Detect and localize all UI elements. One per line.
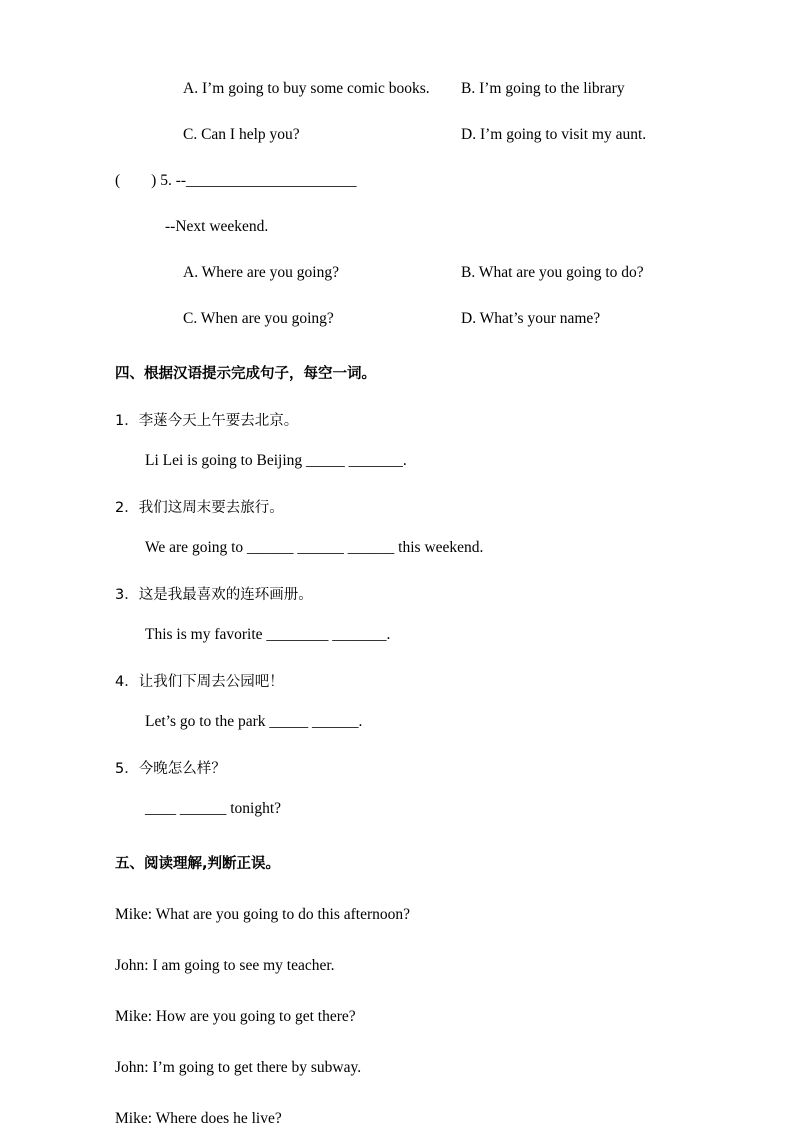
dialogue-line-1: Mike: What are you going to do this afternoon? [115, 906, 411, 923]
item-1-chinese: 1．李蒾今天上午要去北京。 [115, 413, 299, 429]
q4-options-row-1 [115, 80, 721, 98]
section-4-item-2-prompt [115, 496, 721, 517]
section-4-item-2-answer [115, 539, 721, 557]
dialogue-line-3: Mike: How are you going to get there? [115, 1008, 356, 1025]
q5-stem-text: ( ) 5. --______________________ [115, 172, 357, 189]
q4-options-row-2 [115, 126, 721, 144]
q4-option-d: D. I’m going to visit my aunt. [461, 126, 647, 143]
q5-option-b: B. What are you going to do? [461, 264, 644, 281]
item-2-chinese: 2．我们这周末要去旅行。 [115, 500, 284, 516]
item-4-chinese: 4．让我们下周去公园吧！ [115, 674, 284, 690]
section-4-item-3-prompt [115, 583, 721, 604]
q5-option-d: D. What’s your name? [461, 310, 601, 327]
q5-answer-line [115, 218, 721, 236]
dialogue-line [115, 906, 721, 924]
section-4-item-5-answer [115, 800, 721, 818]
item-2-english: We are going to ______ ______ ______ this weekend. [145, 539, 484, 556]
item-3-chinese: 3．这是我最喜欢的连环画册。 [115, 587, 313, 603]
q5-option-a: A. Where are you going? [183, 264, 339, 281]
q5-options-row-2 [115, 310, 721, 328]
q5-stem [115, 172, 721, 190]
section-4-item-3-answer [115, 626, 721, 644]
section-4-item-5-prompt [115, 757, 721, 778]
item-4-english: Let’s go to the park _____ ______. [145, 713, 363, 730]
q5-options-row-1 [115, 264, 721, 282]
section-4-item-1-answer [115, 452, 721, 470]
section-5-heading [115, 852, 721, 873]
q4-option-c: C. Can I help you? [183, 126, 300, 143]
dialogue-line [115, 957, 721, 975]
dialogue-line [115, 1008, 721, 1026]
q4-option-a: A. I’m going to buy some comic books. [183, 80, 430, 97]
q5-option-c: C. When are you going? [183, 310, 334, 327]
item-5-chinese: 5．今晚怎么样？ [115, 761, 226, 777]
dialogue-line-2: John: I am going to see my teacher. [115, 957, 335, 974]
item-5-english: ____ ______ tonight? [145, 800, 282, 817]
item-3-english: This is my favorite ________ _______. [145, 626, 391, 643]
dialogue-line-5: Mike: Where does he live? [115, 1110, 282, 1127]
section-4-item-1-prompt [115, 409, 721, 430]
section-4-heading-text: 四、根据汉语提示完成句子，每空一词。 [115, 366, 376, 382]
dialogue-line [115, 1110, 721, 1128]
section-4-heading [115, 362, 721, 383]
section-4-item-4-answer [115, 713, 721, 731]
section-5-heading-text: 五、阅读理解,判断正误。 [115, 856, 281, 872]
dialogue-line [115, 1059, 721, 1077]
q5-answer-text: --Next weekend. [165, 218, 269, 235]
section-4-item-4-prompt [115, 670, 721, 691]
q4-option-b: B. I’m going to the library [461, 80, 625, 97]
dialogue-line-4: John: I’m going to get there by subway. [115, 1059, 362, 1076]
item-1-english: Li Lei is going to Beijing _____ _______. [145, 452, 407, 469]
